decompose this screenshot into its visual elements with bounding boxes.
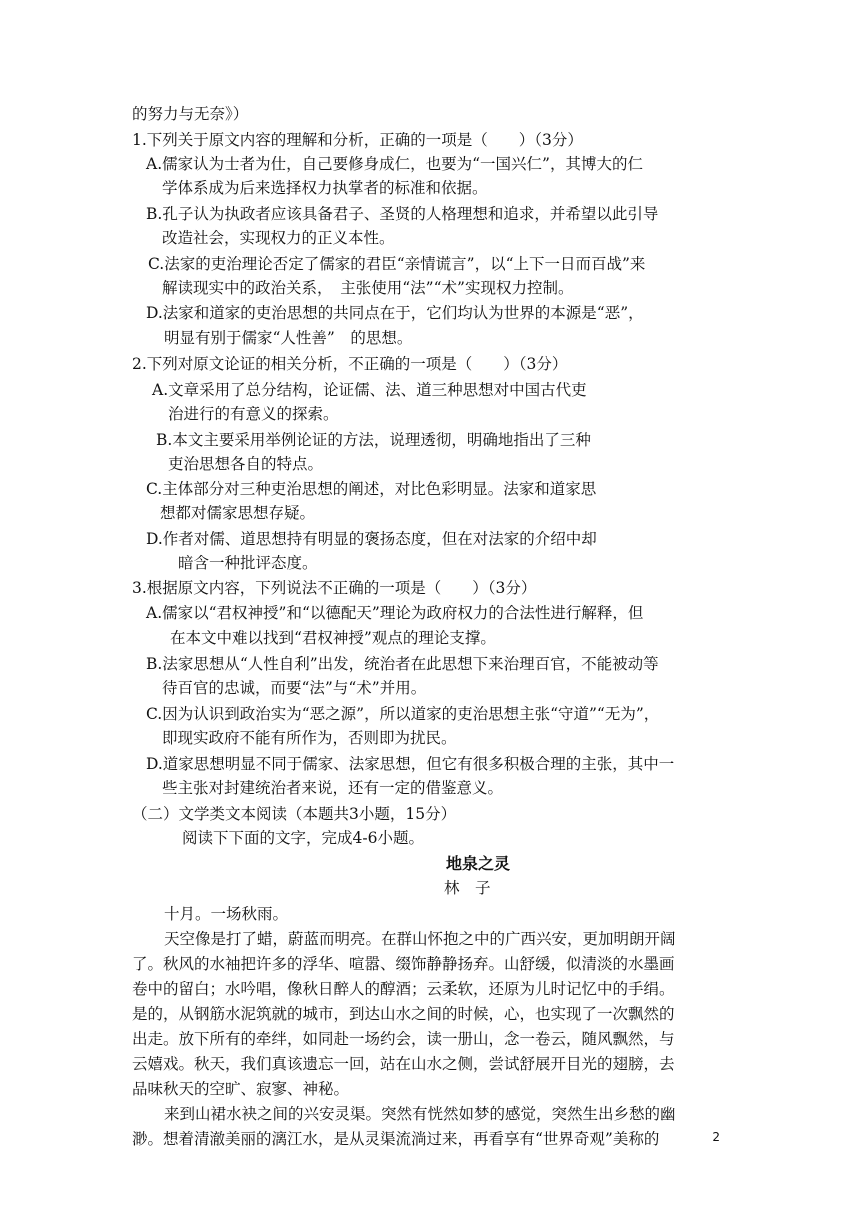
paragraph-line: 出走。放下所有的牵绊，如同赴一场约会，读一册山，念一卷云，随风飘然，与 bbox=[132, 1030, 675, 1048]
text-line: 改造社会，实现权力的正义本性。 bbox=[162, 229, 395, 247]
text-line: 暗含一种批评态度。 bbox=[178, 554, 318, 572]
paragraph-line: 十月。一场秋雨。 bbox=[164, 905, 289, 923]
text-line: 的努力与无奈》） bbox=[132, 105, 249, 123]
text-line: 即现实政府不能有所作为，否则即为扰民。 bbox=[162, 729, 457, 747]
option-3d: D.道家思想明显不同于儒家、法家思想，但它有很多积极合理的主张，其中一 bbox=[146, 755, 675, 773]
question-3: 3.根据原文内容，下列说法不正确的一项是（ ）（3分） bbox=[132, 579, 537, 597]
paragraph-line: 了。秋风的水袖把许多的浮华、喧嚣、缀饰静静扬弃。山舒缓，似清淡的水墨画 bbox=[132, 955, 675, 973]
paragraph-line: 来到山裙水袂之间的兴安灵渠。突然有恍然如梦的感觉，突然生出乡愁的幽 bbox=[164, 1105, 676, 1123]
option-2a: A.文章采用了总分结构，论证儒、法、道三种思想对中国古代吏 bbox=[152, 381, 587, 399]
paragraph-line: 渺。想着清澈美丽的漓江水，是从灵渠流淌过来，再看享有“世界奇观”美称的 bbox=[132, 1130, 660, 1148]
instruction: 阅读下下面的文字，完成4-6小题。 bbox=[182, 829, 424, 847]
text-line: 待百官的忠诚，而要“法”与“术”并用。 bbox=[162, 679, 427, 697]
option-1a: A.儒家认为士者为仕，自己要修身成仁，也要为“一国兴仁”，其博大的仁 bbox=[146, 155, 643, 173]
paragraph-line: 是的，从钢筋水泥筑就的城市，到达山水之间的时候，心，也实现了一次飘然的 bbox=[132, 1005, 675, 1023]
text-line: 想都对儒家思想存疑。 bbox=[160, 504, 316, 522]
text-line: 些主张对封建统治者来说，还有一定的借鉴意义。 bbox=[162, 779, 504, 797]
text-line: 解读现实中的政治关系， 主张使用“法”“术”实现权力控制。 bbox=[162, 279, 574, 297]
page-number: 2 bbox=[712, 1130, 720, 1144]
paragraph-line: 品味秋天的空旷、寂寥、神秘。 bbox=[132, 1080, 350, 1098]
paragraph-line: 卷中的留白；水吟唱，像秋日醉人的醇酒；云柔软，还原为儿时记忆中的手绢。 bbox=[132, 980, 675, 998]
option-1c: C.法家的吏治理论否定了儒家的君臣“亲情谎言”，以“上下一日而百战”来 bbox=[148, 255, 646, 273]
paragraph-line: 天空像是打了蜡，蔚蓝而明亮。在群山怀抱之中的广西兴安，更加明朗开阔 bbox=[164, 930, 676, 948]
text-line: 治进行的有意义的探索。 bbox=[168, 405, 339, 423]
option-2b: B.本文主要采用举例论证的方法，说理透彻，明确地指出了三种 bbox=[156, 431, 591, 449]
option-3b: B.法家思想从“人性自利”出发，统治者在此思想下来治理百官，不能被动等 bbox=[146, 655, 659, 673]
text-line: 吏治思想各自的特点。 bbox=[168, 455, 324, 473]
option-3c: C.因为认识到政治实为“恶之源”，所以道家的吏治思想主张“守道”“无为”， bbox=[146, 705, 660, 723]
essay-title: 地泉之灵 bbox=[446, 854, 511, 873]
option-2c: C.主体部分对三种吏治思想的阐述，对比色彩明显。法家和道家思 bbox=[146, 480, 597, 498]
paragraph-line: 云嬉戏。秋天，我们真该遗忘一回，站在山水之侧，尝试舒展开目光的翅膀，去 bbox=[132, 1055, 675, 1073]
question-1: 1.下列关于原文内容的理解和分析，正确的一项是（ ）（3分） bbox=[132, 131, 583, 149]
section-heading: （二）文学类文本阅读（本题共3小题，15分） bbox=[132, 805, 457, 823]
essay-author: 林 子 bbox=[444, 879, 491, 897]
option-1b: B.孔子认为执政者应该具备君子、圣贤的人格理想和追求，并希望以此引导 bbox=[146, 205, 659, 223]
text-line: 学体系成为后来选择权力执掌者的标准和依据。 bbox=[162, 179, 488, 197]
text-line: 明显有别于儒家“人性善” 的思想。 bbox=[164, 329, 413, 347]
option-3a: A.儒家以“君权神授”和“以德配天”理论为政府权力的合法性进行解释，但 bbox=[146, 604, 644, 622]
text-line: 在本文中难以找到“君权神授”观点的理论支撑。 bbox=[170, 629, 496, 647]
option-1d: D.法家和道家的吏治思想的共同点在于，它们均认为世界的本源是“恶”， bbox=[146, 304, 644, 322]
question-2: 2.下列对原文论证的相关分析，不正确的一项是（ ）（3分） bbox=[132, 355, 568, 373]
option-2d: D.作者对儒、道思想持有明显的褒扬态度，但在对法家的介绍中却 bbox=[146, 530, 597, 548]
